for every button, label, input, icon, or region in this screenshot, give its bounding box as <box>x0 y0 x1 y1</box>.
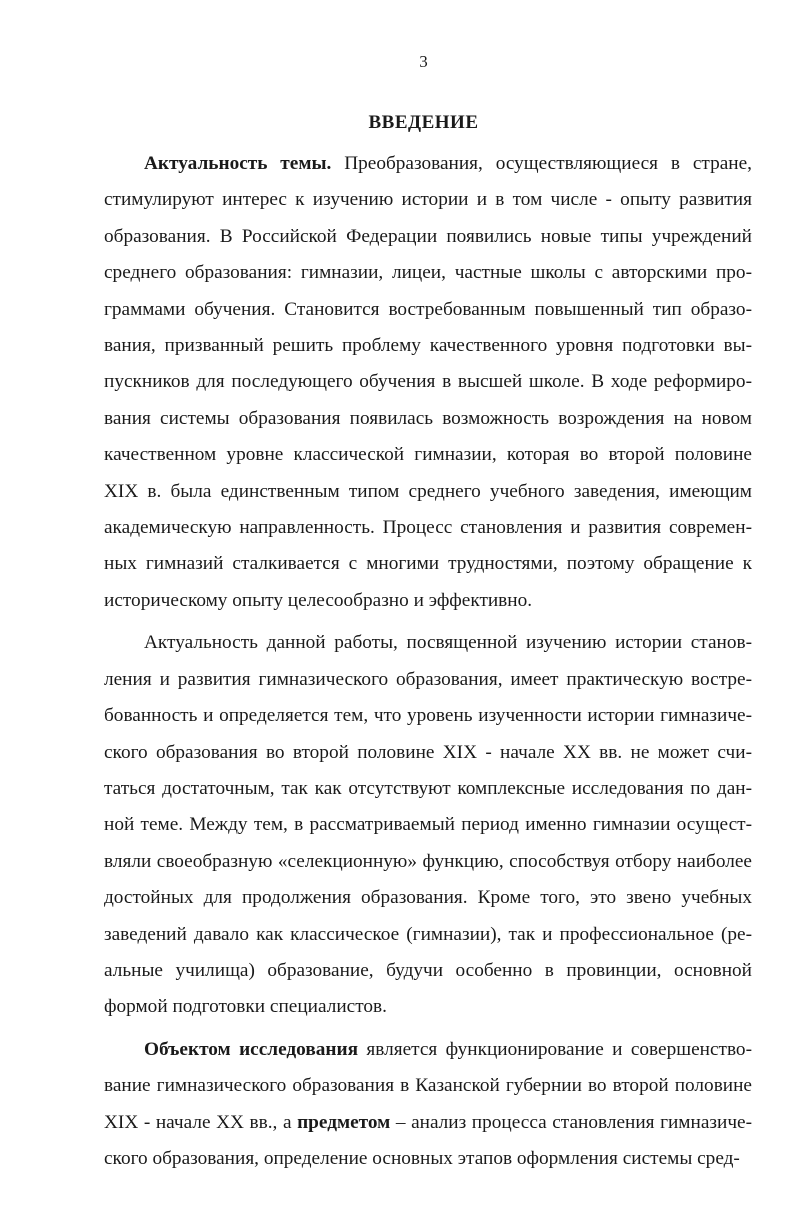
paragraph-lead-bold: Объектом исследования <box>144 1038 359 1060</box>
body-text <box>104 146 752 1177</box>
page-number: 3 <box>419 52 428 71</box>
paragraph-object-subject <box>104 1032 752 1178</box>
paragraph-relevance <box>104 146 752 619</box>
section-heading: ВВЕДЕНИЕ <box>368 112 479 133</box>
paragraph-text-continued: – анализ процесса становления гимназического образования, определение основных этапов оформления системы сред- <box>104 1111 752 1169</box>
paragraph-text: является функционирование и совершенствование гимназического образования в Казанской губернии во второй половине XIX - начале XX вв., а <box>104 1038 752 1133</box>
paragraph-relevance-of-work <box>104 625 752 1025</box>
paragraph-lead-bold: Актуальность темы. <box>144 153 332 174</box>
paragraph-inline-bold: предметом <box>297 1111 391 1133</box>
paragraph-text: Актуальность данной работы, посвященной изучению истории становления и развития гимназического образования, имеет практическую востребованность и определяется тем, что уровень изученности истории гимназического образования во второй половине XIX - начале XX вв. не может считаться достаточным, так как отсутствуют комплексные исследования по данной теме. Между тем, в рассматриваемый период именно гимназии осуществляли своеобразную «селекционную» функцию, способствуя отбору наиболее достойных для продолжения образования. Кроме того, это звено учебных заведений давало как классическое (гимназии), так и профессиональное (реальные училища) образование, будучи особенно в провинции, основной формой подготовки специалистов. <box>104 632 752 1018</box>
paragraph-text: Преобразования, осуществляющиеся в стране, стимулируют интерес к изучению истории и в том числе - опыту развития образования. В Российской Федерации появились новые типы учреждений среднего образования: гимназии, лицеи, частные школы с авторскими программами обучения. Становится востребованным повышенный тип образования, призванный решить проблему качественного уровня подготовки выпускников для последующего обучения в высшей школе. В ходе реформирования системы образования появилась возможность возрождения на новом качественном уровне классической гимназии, которая во второй половине XIX в. была единственным типом среднего учебного заведения, имеющим академическую направленность. Процесс становления и развития современных гимназий сталкивается с многими трудностями, поэтому обращение к историческому опыту целесообразно и эффективно. <box>104 153 752 611</box>
